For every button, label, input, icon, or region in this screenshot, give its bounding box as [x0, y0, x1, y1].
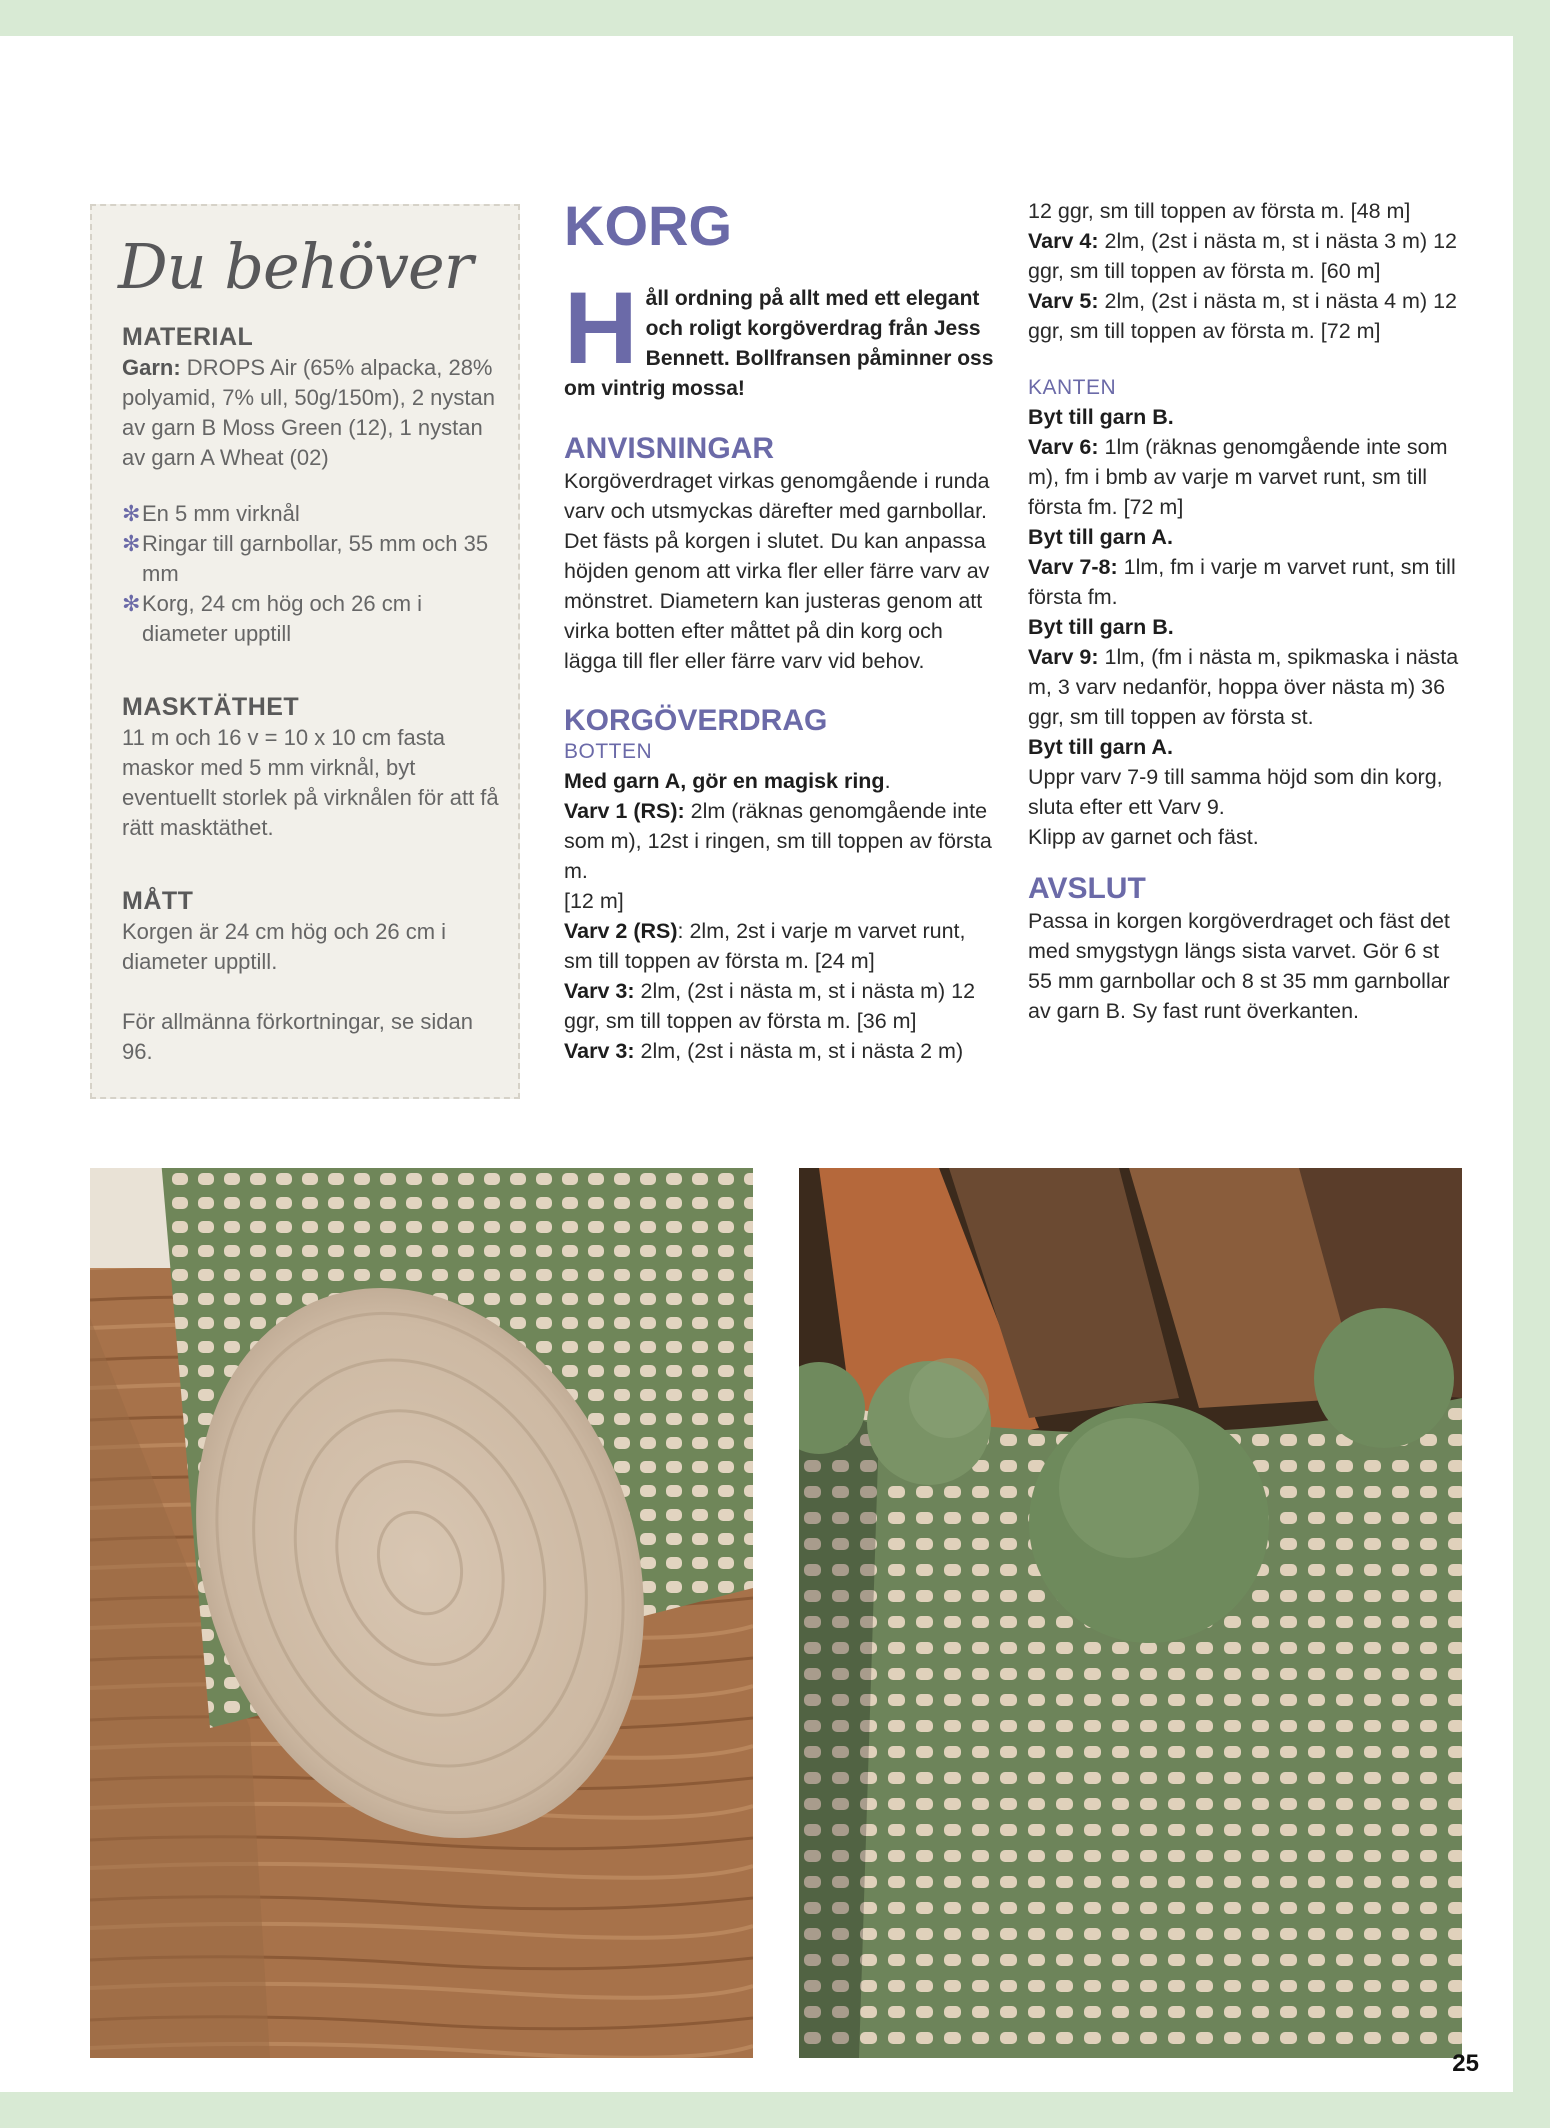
pattern-column-2 [1028, 196, 1468, 1026]
edge-subheading: KANTEN [1028, 376, 1117, 399]
round-7-8: Varv 7-8: 1lm, fm i varje m varvet runt, sm till första fm. [1028, 555, 1456, 609]
bottom-subheading: BOTTEN [564, 740, 653, 763]
round-5: Varv 5: 2lm, (2st i nästa m, st i nästa 4 m) 12 ggr, sm till toppen av första m. [72 m] [1028, 289, 1457, 343]
round-9: Varv 9: 1lm, (fm i nästa m, spikmaska i nästa m, 3 varv nedanför, hoppa över nästa m) 36 ggr, sm till toppen av första st. [1028, 645, 1459, 729]
materials-sidebar [90, 204, 520, 1099]
materials-list [122, 499, 502, 649]
instructions-text: Korgöverdraget virkas genomgående i runda varv och utsmyckas därefter med garnbollar. Det fästs på korgen i slutet. Du kan anpassa höjden genom att virka fler eller färre varv av mönstret. Diametern kan justeras genom att virka botten efter måttet på din korg och lägga till fler eller färre varv vid behov. [564, 469, 990, 673]
yarn-text: DROPS Air (65% alpacka, 28% polyamid, 7% ull, 50g/150m), 2 nystan av garn B Moss Green (12), 1 nystan av garn A Wheat (02) [122, 355, 495, 470]
instructions-heading: ANVISNINGAR [564, 432, 775, 465]
size-text: Korgen är 24 cm hög och 26 cm i diameter upptill. [122, 919, 447, 974]
list-item: ✻ En 5 mm virknål [122, 499, 502, 529]
round-6: Varv 6: 1lm (räknas genomgående inte som m), fm i bmb av varje m varvet runt, sm till första fm. [72 m] [1028, 435, 1448, 519]
asterisk-icon: ✻ [122, 531, 141, 556]
magazine-page [0, 36, 1513, 2092]
change-yarn-b: Byt till garn B. [1028, 405, 1174, 429]
page-number: 25 [1452, 2050, 1479, 2077]
list-item: ✻ Ringar till garnbollar, 55 mm och 35 mm [122, 531, 489, 586]
asterisk-icon: ✻ [122, 501, 141, 526]
round-1-count: [12 m] [564, 889, 624, 913]
finishing-heading: AVSLUT [1028, 872, 1146, 905]
yarn-label: Garn: [122, 355, 181, 380]
gauge-text: 11 m och 16 v = 10 x 10 cm fasta maskor med 5 mm virknål, byt eventuellt storlek på virknålen för att få rätt masktäthet. [122, 725, 499, 840]
round-2: Varv 2 (RS): 2lm, 2st i varje m varvet runt, sm till toppen av första m. [24 m] [564, 919, 966, 973]
round-3: Varv 3: 2lm, (2st i nästa m, st i nästa m) 12 ggr, sm till toppen av första m. [36 m] [564, 979, 976, 1033]
abbreviations-note: För allmänna förkortningar, se sidan 96. [122, 1009, 473, 1064]
yarn-description [122, 353, 502, 473]
material-heading: MATERIAL [122, 323, 254, 351]
photo-basket-pompoms [799, 1168, 1462, 2058]
pattern-column-1 [564, 196, 994, 1066]
page-title: KORG [564, 194, 732, 257]
repeat-text: Uppr varv 7-9 till samma höjd som din korg, sluta efter ett Varv 9. [1028, 765, 1443, 819]
magic-ring-step: Med garn A, gör en magisk ring. [564, 769, 891, 793]
sidebar-title: Du behöver [118, 230, 473, 303]
change-yarn-a-2: Byt till garn A. [1028, 735, 1173, 759]
round-continuation: 12 ggr, sm till toppen av första m. [48 m] [1028, 199, 1411, 223]
round-4: Varv 4: 2lm, (2st i nästa m, st i nästa 3 m) 12 ggr, sm till toppen av första m. [60 m] [1028, 229, 1457, 283]
drop-cap: H [564, 271, 638, 385]
change-yarn-b-2: Byt till garn B. [1028, 615, 1174, 639]
size-heading: MÅTT [122, 887, 194, 915]
gauge-heading: MASKTÄTHET [122, 693, 300, 721]
round-1: Varv 1 (RS): 2lm (räknas genomgående inte som m), 12st i ringen, sm till toppen av första m. [564, 799, 992, 883]
asterisk-icon: ✻ [122, 591, 141, 616]
list-item: ✻ Korg, 24 cm hög och 26 cm i diameter upptill [122, 591, 423, 646]
cover-heading: KORGÖVERDRAG [564, 704, 828, 737]
photo-basket-bottom [90, 1168, 753, 2058]
change-yarn-a: Byt till garn A. [1028, 525, 1173, 549]
round-3b: Varv 3: 2lm, (2st i nästa m, st i nästa 2 m) [564, 1039, 964, 1063]
intro-text: Håll ordning på allt med ett elegant och roligt korgöverdrag från Jess Bennett. Bollfransen påminner oss om vintrig mossa! [564, 271, 994, 400]
cut-text: Klipp av garnet och fäst. [1028, 825, 1259, 849]
finishing-text: Passa in korgen korgöverdraget och fäst det med smygstygn längs sista varvet. Gör 6 st 55 mm garnbollar och 8 st 35 mm garnbollar av garn B. Sy fast runt överkanten. [1028, 909, 1450, 1023]
